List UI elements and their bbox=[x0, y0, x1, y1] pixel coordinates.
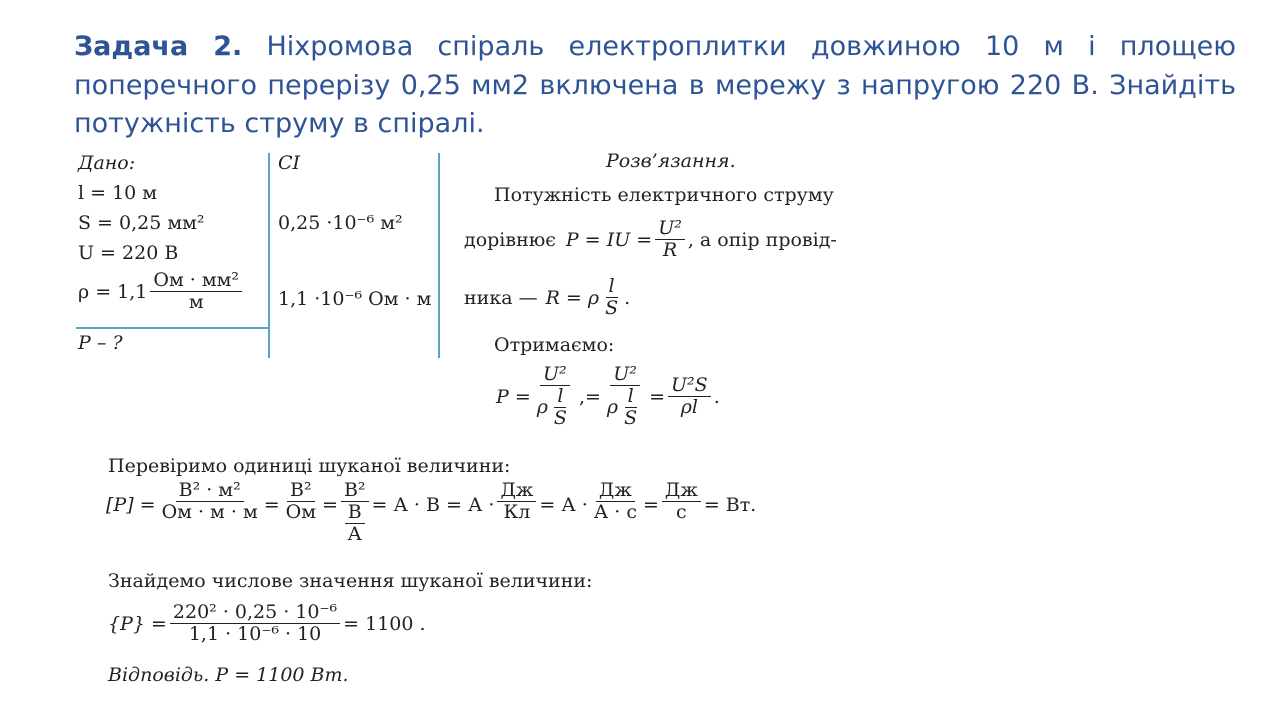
solution-line2 bbox=[464, 218, 837, 261]
units-eq1: = А · В = А · bbox=[371, 494, 495, 516]
power-num: U² bbox=[655, 218, 685, 240]
given-si-separator bbox=[268, 153, 270, 358]
power-formula: P = IU = bbox=[565, 228, 653, 251]
power-den: R bbox=[662, 239, 678, 261]
derivation-fraction-2: U² ρ $\frac{l}{S}$ bbox=[604, 364, 646, 429]
line2-prefix: дорівнює bbox=[464, 228, 556, 251]
given-header: Дано: bbox=[78, 152, 136, 174]
numeric-equation bbox=[108, 602, 426, 645]
rho-unit-fraction bbox=[150, 270, 242, 313]
solution-header: Розв’язання. bbox=[606, 150, 736, 172]
si-area: 0,25 ·10⁻⁶ м² bbox=[278, 212, 403, 234]
given-divider bbox=[76, 327, 270, 329]
answer-line bbox=[108, 664, 349, 686]
numeric-lhs: {P} = bbox=[108, 612, 167, 635]
rho-unit-den: м bbox=[188, 291, 204, 313]
si-resistivity: 1,1 ·10⁻⁶ Ом · м bbox=[278, 288, 432, 310]
units-fraction-1: $\frac{\text{В² · м²}}{Ом \cdot м \cdot м}$ bbox=[161, 479, 258, 523]
answer-value: P = 1100 Вт. bbox=[215, 664, 349, 686]
si-solution-separator bbox=[438, 153, 440, 358]
solution-line3: ника — R = ρ $\frac{l}{S}$ . bbox=[464, 275, 631, 319]
resistance-formula: R = ρ bbox=[545, 286, 600, 309]
numeric-header: Знайдемо числове значення шуканої величини: bbox=[108, 570, 593, 592]
answer-label: Відповідь. bbox=[108, 664, 210, 686]
solution-received: Отримаємо: bbox=[494, 334, 615, 356]
given-voltage: U = 220 В bbox=[78, 242, 179, 264]
derivation-fraction-1: U² ρ $\frac{l}{S}$ bbox=[534, 364, 576, 429]
resistance-fraction bbox=[602, 276, 621, 319]
units-fraction-6: $\frac{Дж}{с}$ bbox=[662, 480, 701, 523]
numeric-fraction bbox=[170, 602, 340, 645]
units-eq2: = А · bbox=[539, 494, 588, 516]
resistance-num: l bbox=[606, 276, 618, 298]
given-resistivity bbox=[78, 270, 245, 313]
units-fraction-2: $\frac{\text{В²}}{Ом}$ bbox=[285, 479, 317, 523]
numeric-den: 1,1 · 10⁻⁶ · 10 bbox=[188, 623, 322, 645]
solution-line1: Потужність електричного струму bbox=[494, 184, 834, 206]
units-eq-end: = Вт. bbox=[703, 494, 757, 516]
units-lhs: [P] = bbox=[106, 494, 156, 516]
task-label: Задача 2. bbox=[74, 31, 243, 62]
units-fraction-5: $\frac{Дж}{А \cdot с}$ bbox=[593, 479, 637, 523]
rho-prefix: ρ = 1,1 bbox=[78, 280, 148, 303]
given-find: P – ? bbox=[78, 332, 123, 354]
power-fraction bbox=[655, 218, 685, 261]
task-text: Ніхромова спіраль електроплитки довжиною 10 м і площею поперечного перерізу 0,25 мм2 включена в мережу з напругою 220 В. Знайдіть потужність струму в спіралі. bbox=[74, 31, 1236, 139]
result-den: ρl bbox=[680, 396, 698, 418]
units-fraction-3: $\frac{\text{В²}}{\frac{В}{А}}$ bbox=[341, 480, 369, 545]
given-length: l = 10 м bbox=[78, 182, 158, 204]
numeric-result: = 1100 . bbox=[343, 612, 426, 635]
units-header: Перевіримо одиниці шуканої величини: bbox=[108, 455, 511, 477]
line2-suffix: , а опір провід- bbox=[687, 228, 837, 251]
line3-prefix: ника — bbox=[464, 286, 538, 309]
solution-derivation: P = U² ρ $\frac{l}{S}$ ,= U² ρ $\frac{l}{S}$ = $\frac{\text{U²S}}{\rho l}$ . bbox=[496, 363, 720, 429]
rho-unit-num: Ом · мм² bbox=[150, 270, 242, 292]
given-area: S = 0,25 мм² bbox=[78, 212, 205, 234]
derivation-result bbox=[668, 375, 711, 418]
units-equation: [P] = $\frac{\text{В² · м²}}{Ом \cdot м \cdot м}$ = $\frac{\text{В²}}{Ом}$ = $\frac{\text{В²}}{\frac{В}{А}}$ = А · В = А · $\frac{Дж}{Кл}$ = А · $\frac{Дж}{А \cdot с}$ = $\frac{Дж}{с}$ = Вт. bbox=[106, 479, 757, 545]
resistance-den: S bbox=[605, 297, 619, 319]
task-statement bbox=[74, 28, 1236, 144]
numeric-num: 220² · 0,25 · 10⁻⁶ bbox=[170, 602, 340, 624]
si-header: CI bbox=[278, 152, 301, 174]
result-num: U²S bbox=[668, 375, 711, 397]
derivation-lhs: P = bbox=[496, 385, 531, 408]
units-fraction-4: $\frac{Дж}{Кл}$ bbox=[497, 480, 536, 523]
